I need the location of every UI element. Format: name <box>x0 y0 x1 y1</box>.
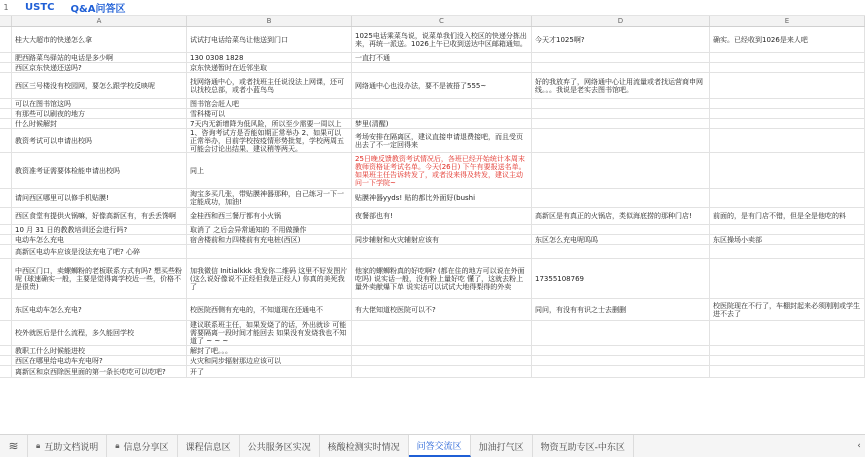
cell-text: 考场安排在隔离区，建议直接申请退费接吧，而且受页出去了不一定回得来 <box>355 132 523 149</box>
cell-text: 开了 <box>190 367 204 376</box>
table-row <box>0 356 865 366</box>
row-header[interactable] <box>0 346 12 355</box>
cell-text: 西区食堂有提供火锅嘛，好像高新区有，有丢丢馋啊 <box>15 212 176 220</box>
cell-text: 什么时候解封 <box>15 119 57 128</box>
sheet-tab-label: 课程信息区 <box>185 442 231 453</box>
table-cell[interactable] <box>12 356 187 365</box>
table-cell[interactable] <box>187 53 352 62</box>
cell-text: 确实。已经收到1026是来人吧 <box>713 35 808 44</box>
table-cell[interactable] <box>352 366 532 377</box>
table-cell[interactable] <box>187 119 352 128</box>
table-cell[interactable] <box>12 73 187 98</box>
cell-text: 有那些可以刷夜的地方 <box>15 109 85 118</box>
table-row <box>0 153 865 189</box>
table-cell[interactable] <box>12 299 187 320</box>
table-cell[interactable] <box>12 366 187 377</box>
table-cell[interactable] <box>12 153 187 188</box>
cell-text: 西区三号楼没有校园网，要怎么跟学校反映呢 <box>15 81 155 90</box>
row-header[interactable] <box>0 225 12 234</box>
table-cell[interactable] <box>352 99 532 108</box>
table-cell[interactable] <box>532 129 710 152</box>
cell-text: 校医院现在不行了，车棚封起来必须刚刚或学生进不去了 <box>713 301 860 318</box>
table-cell[interactable] <box>187 245 352 258</box>
cell-text: 东区电动车怎么充电? <box>15 305 82 314</box>
row-header[interactable] <box>0 63 12 72</box>
table-cell[interactable] <box>352 245 532 258</box>
table-cell[interactable] <box>352 321 532 345</box>
table-cell[interactable] <box>710 235 865 244</box>
row-header[interactable] <box>0 53 12 62</box>
cell-text: 电动车怎么充电 <box>15 235 64 244</box>
table-row <box>0 346 865 356</box>
table-row <box>0 366 865 378</box>
cell-text: 试试打电话给菜鸟让他送到门口 <box>190 35 288 44</box>
row-header[interactable] <box>0 27 12 52</box>
layers-icon[interactable]: ≋ <box>0 435 28 457</box>
table-cell[interactable] <box>187 321 352 345</box>
table-cell[interactable] <box>187 235 352 244</box>
table-row <box>0 63 865 73</box>
table-cell[interactable] <box>352 153 532 188</box>
sheet-tab-label: 问答交流区 <box>416 441 462 452</box>
table-cell[interactable] <box>532 235 710 244</box>
cell-text: 中西区门口，卖螺蛳粉的老板联系方式有吗? 想买些粉呢 (球速确实一般，主要是觉得离学校近一些，价格不是很贵) <box>15 266 182 291</box>
table-cell[interactable] <box>187 27 352 52</box>
table-cell[interactable] <box>532 321 710 345</box>
cell-text: 肥西路菜鸟驿站的电话是多少啊 <box>15 53 113 62</box>
table-cell[interactable] <box>187 129 352 152</box>
cell-text: 宿舍楼前和力四楼前有充电桩(西区) <box>190 235 301 244</box>
cell-text: 校外就医后是什么流程，多久能回学校 <box>15 329 134 337</box>
table-cell[interactable] <box>532 119 710 128</box>
lock-icon: 🔒︎ <box>115 441 120 450</box>
row-header[interactable] <box>0 119 12 128</box>
table-cell[interactable] <box>532 299 710 320</box>
table-cell[interactable] <box>710 346 865 355</box>
sheet-tab-label: 核酸检测实时情况 <box>327 442 400 453</box>
row-header[interactable] <box>0 321 12 345</box>
row-header[interactable] <box>0 299 12 320</box>
cell-text: 建议联系班主任，如果发烧了的话，外出就诊 可能需要隔离一段时间才能回去 如果没有发烧我也不知道了 ~ ~ ~ <box>190 321 347 345</box>
table-cell[interactable] <box>710 153 865 188</box>
table-cell[interactable] <box>187 225 352 234</box>
sheet-tab[interactable] <box>28 435 107 457</box>
row-header[interactable] <box>0 153 12 188</box>
table-cell[interactable] <box>12 321 187 345</box>
table-row <box>0 99 865 109</box>
cell-text: 130 0308 1828 <box>190 53 244 62</box>
table-cell[interactable] <box>187 366 352 377</box>
table-cell[interactable] <box>532 63 710 72</box>
cell-text: 西区京东快递还送吗? <box>15 63 82 72</box>
sheet-tab[interactable] <box>471 435 533 457</box>
table-cell[interactable] <box>352 109 532 118</box>
cell-text: 可以在图书馆这吗 <box>15 99 71 108</box>
row-header[interactable] <box>0 99 12 108</box>
table-cell[interactable] <box>710 208 865 224</box>
cell-text: 图书馆会赶人吧 <box>190 99 239 108</box>
table-cell[interactable] <box>12 346 187 355</box>
cell-text: 西区在哪里给电动车充电呀? <box>15 356 103 365</box>
table-cell[interactable] <box>352 346 532 355</box>
cell-text: 25日晚反馈教资考试情况后，各班已经开始统计本周末教师资格证考试名单。今天(26日) 下午有要报送名单。如果班主任告诉转发了，或者没来得及转发，建议主动问一下学院~ <box>355 154 526 187</box>
cell-text: 梦里(清醒) <box>355 119 389 128</box>
cell-text: 东区操场小卖部 <box>713 235 762 244</box>
column-header-a[interactable]: A <box>12 16 187 26</box>
cell-text: 教资考试可以申请出校吗 <box>15 136 92 145</box>
spreadsheet-grid <box>0 27 865 378</box>
sheet-tab[interactable] <box>178 435 240 457</box>
cell-text: 同步辅射和火灾辅射应该有 <box>355 235 439 244</box>
table-cell[interactable] <box>710 225 865 234</box>
table-cell[interactable] <box>710 119 865 128</box>
table-cell[interactable] <box>187 299 352 320</box>
cell-text: 校医院西侧有充电的，不知道现在还通电不 <box>190 305 323 314</box>
chevron-left-icon[interactable]: ‹ <box>857 441 861 451</box>
table-cell[interactable] <box>187 259 352 298</box>
table-cell[interactable] <box>187 346 352 355</box>
table-cell[interactable] <box>532 109 710 118</box>
table-cell[interactable] <box>532 153 710 188</box>
table-cell[interactable] <box>710 299 865 320</box>
table-cell[interactable] <box>532 73 710 98</box>
table-cell[interactable] <box>352 189 532 207</box>
table-cell[interactable] <box>710 109 865 118</box>
table-row <box>0 119 865 129</box>
cell-text: 找网络通中心，或者找班主任说没法上网课，还可以找校总部，或者小蓝鸟鸟 <box>190 77 344 94</box>
sheet-tab-label: 信息分享区 <box>123 442 169 453</box>
cell-text: 请问西区哪里可以修手机贴膜! <box>15 194 109 202</box>
table-row <box>0 53 865 63</box>
sheet-tab[interactable] <box>320 435 409 457</box>
sheet-tab-label: 公共服务区实况 <box>247 442 311 453</box>
cell-text: 前面的，是有门店不错，但是全是他吃的料 <box>713 212 846 220</box>
table-cell[interactable] <box>12 99 187 108</box>
table-row <box>0 109 865 119</box>
table-cell[interactable] <box>12 27 187 52</box>
sheet-title-ustc: USTC <box>25 2 55 13</box>
table-cell[interactable] <box>532 366 710 377</box>
cell-text: 淘宝多买几张，带贴膜神器那种，自己练习一下一定能成功，加油! <box>190 190 344 206</box>
column-header-c[interactable]: C <box>352 16 532 26</box>
table-cell[interactable] <box>710 245 865 258</box>
select-all-corner[interactable] <box>0 16 12 26</box>
cell-text: 夜餐部也有! <box>355 212 393 220</box>
sheet-tab[interactable] <box>533 435 634 457</box>
title-row <box>0 0 865 16</box>
cell-text: 教职工什么时候能进校 <box>15 346 85 355</box>
table-row <box>0 208 865 225</box>
table-cell[interactable] <box>532 53 710 62</box>
row-header[interactable] <box>0 73 12 98</box>
table-cell[interactable] <box>710 321 865 345</box>
table-cell[interactable] <box>187 99 352 108</box>
row-header[interactable] <box>0 235 12 244</box>
cell-text: 1025电话乘菜鸟说，说菜单我们没入校区的快递分拣出来，再统一派送。1026上午已收到送达中区邮箱通知。 <box>355 31 527 48</box>
table-cell[interactable] <box>352 27 532 52</box>
table-cell[interactable] <box>532 208 710 224</box>
table-cell[interactable] <box>532 245 710 258</box>
table-cell[interactable] <box>352 356 532 365</box>
sheet-tab[interactable] <box>409 435 471 457</box>
table-cell[interactable] <box>532 225 710 234</box>
table-cell[interactable] <box>12 63 187 72</box>
cell-text: 有大佬知道校医院可以不? <box>355 305 436 314</box>
row-header[interactable] <box>0 259 12 298</box>
cell-text: 教资准考证需要体检能申请出校吗 <box>15 166 120 175</box>
table-cell[interactable] <box>12 119 187 128</box>
table-cell[interactable] <box>187 153 352 188</box>
table-cell[interactable] <box>12 259 187 298</box>
row-number: 1 <box>3 3 9 12</box>
table-cell[interactable] <box>710 356 865 365</box>
sheet-tab-label: 互助文档说明 <box>44 442 99 453</box>
cell-text: 贴膜神器yyds! 贴的都比外面好(bushi <box>355 194 476 202</box>
table-cell[interactable] <box>352 259 532 298</box>
table-cell[interactable] <box>532 27 710 52</box>
cell-text: 10 月 31 日的教教培训还会进行吗? <box>15 225 128 234</box>
table-cell[interactable] <box>710 99 865 108</box>
table-row <box>0 245 865 259</box>
row-header[interactable] <box>0 366 12 377</box>
sheet-title-qa: Q&A问答区 <box>70 4 126 15</box>
row-header[interactable] <box>0 356 12 365</box>
table-cell[interactable] <box>710 366 865 377</box>
table-cell[interactable] <box>710 259 865 298</box>
cell-text: 京东快递暂时在近邻坐取 <box>190 63 267 72</box>
cell-text: 网络通中心也没办法，要不是被捂了555~ <box>355 81 487 90</box>
table-cell[interactable] <box>352 53 532 62</box>
table-cell[interactable] <box>710 53 865 62</box>
table-cell[interactable] <box>710 27 865 52</box>
cell-text: 东区怎么充电呢呜呜 <box>535 235 598 244</box>
cell-text: 高新区是有真正的火锅店，类似海底捞的那种门店! <box>535 212 692 220</box>
table-cell[interactable] <box>12 53 187 62</box>
table-cell[interactable] <box>187 208 352 224</box>
table-cell[interactable] <box>12 129 187 152</box>
table-row <box>0 259 865 299</box>
cell-text: 离新区和京西除医里面的第一条长吃吃可以吃吧? <box>15 367 166 376</box>
column-header-d[interactable]: D <box>532 16 710 26</box>
table-cell[interactable] <box>352 63 532 72</box>
column-header-bar <box>0 16 865 27</box>
column-header-e[interactable]: E <box>710 16 865 26</box>
table-cell[interactable] <box>187 63 352 72</box>
cell-text: 一直打不通 <box>355 53 390 62</box>
table-cell[interactable] <box>352 73 532 98</box>
cell-text: 今天才1025啊? <box>535 35 585 44</box>
table-cell[interactable] <box>352 235 532 244</box>
sheet-tab-label: 加油打气区 <box>478 442 524 453</box>
table-cell[interactable] <box>352 208 532 224</box>
cell-text: 解封了吧。。。 <box>190 346 232 355</box>
table-cell[interactable] <box>12 245 187 258</box>
cell-text: 雪科楼可以 <box>190 109 225 118</box>
table-cell[interactable] <box>187 73 352 98</box>
cell-text: 同问，有没有有识之士去删删 <box>535 305 626 314</box>
cell-text: 加我微信 Initialkkk 我发你二维码 这里不好发图片(这么说好像说不正经但我是正经人) 你真的美死我了 <box>190 266 348 291</box>
lock-icon: 🔒︎ <box>36 441 41 450</box>
table-row <box>0 225 865 235</box>
table-cell[interactable] <box>532 189 710 207</box>
table-cell[interactable] <box>187 109 352 118</box>
table-cell[interactable] <box>12 225 187 234</box>
table-row <box>0 299 865 321</box>
cell-text: 火灾和同步辐射那边应该可以 <box>190 356 281 365</box>
table-cell[interactable] <box>710 189 865 207</box>
table-cell[interactable] <box>352 129 532 152</box>
sheet-tab[interactable] <box>107 435 177 457</box>
row-header[interactable] <box>0 129 12 152</box>
cell-text: 金桂西和西三餐厅都有小火锅 <box>190 212 281 220</box>
cell-text: 他家的螺蛳粉真的好吃啊? (都在住的地方可以说在外面吃吗) 说实话一般，没有粉上量好吃 懂了，这就去粉上量外卖献爆下单 说实话可以试试大地得梨得的外卖 <box>355 266 525 291</box>
table-row <box>0 321 865 346</box>
table-cell[interactable] <box>532 356 710 365</box>
table-cell[interactable] <box>532 259 710 298</box>
table-cell[interactable] <box>12 235 187 244</box>
sheet-tab-bar <box>0 434 865 457</box>
table-row <box>0 235 865 245</box>
cell-text: 1、咨询考试方是否能如期正常举办 2、如果可以正常举办，目前学校按疫情形势批复，学校两周五可能会讨论出结果，建议稍等两天。 <box>190 129 344 152</box>
table-cell[interactable] <box>532 99 710 108</box>
cell-text: 17355108769 <box>535 274 584 283</box>
table-cell[interactable] <box>532 346 710 355</box>
cell-text: 同上 <box>190 166 204 175</box>
table-cell[interactable] <box>187 189 352 207</box>
row-header[interactable] <box>0 109 12 118</box>
cell-text: 桂大大超市的快递怎么拿 <box>15 35 92 44</box>
table-row <box>0 27 865 53</box>
table-cell[interactable] <box>352 299 532 320</box>
cell-text: 7天内无新增降为低风险，所以至少需要一周以上 <box>190 119 342 128</box>
table-cell[interactable] <box>710 129 865 152</box>
table-cell[interactable] <box>187 356 352 365</box>
table-cell[interactable] <box>710 63 865 72</box>
row-header[interactable] <box>0 208 12 224</box>
column-header-b[interactable]: B <box>187 16 352 26</box>
table-cell[interactable] <box>710 73 865 98</box>
table-row <box>0 73 865 99</box>
table-cell[interactable] <box>12 109 187 118</box>
sheet-tab[interactable] <box>240 435 320 457</box>
row-header[interactable] <box>0 245 12 258</box>
row-header[interactable] <box>0 189 12 207</box>
table-cell[interactable] <box>352 119 532 128</box>
table-row <box>0 129 865 153</box>
sheet-tab-label: 物资互助专区-中东区 <box>540 442 625 453</box>
cell-text: 取消了 之后会异常通知的 不用做操作 <box>190 225 307 234</box>
table-cell[interactable] <box>12 208 187 224</box>
table-row <box>0 189 865 208</box>
table-cell[interactable] <box>12 189 187 207</box>
cell-text: 好的我放弃了，网络通中心让用流量或者找运营商申网线。。。我说是老实去图书馆吧。 <box>535 77 703 94</box>
table-cell[interactable] <box>352 225 532 234</box>
cell-text: 高新区电动车应该是没法充电了吧? 心碎 <box>15 247 140 256</box>
